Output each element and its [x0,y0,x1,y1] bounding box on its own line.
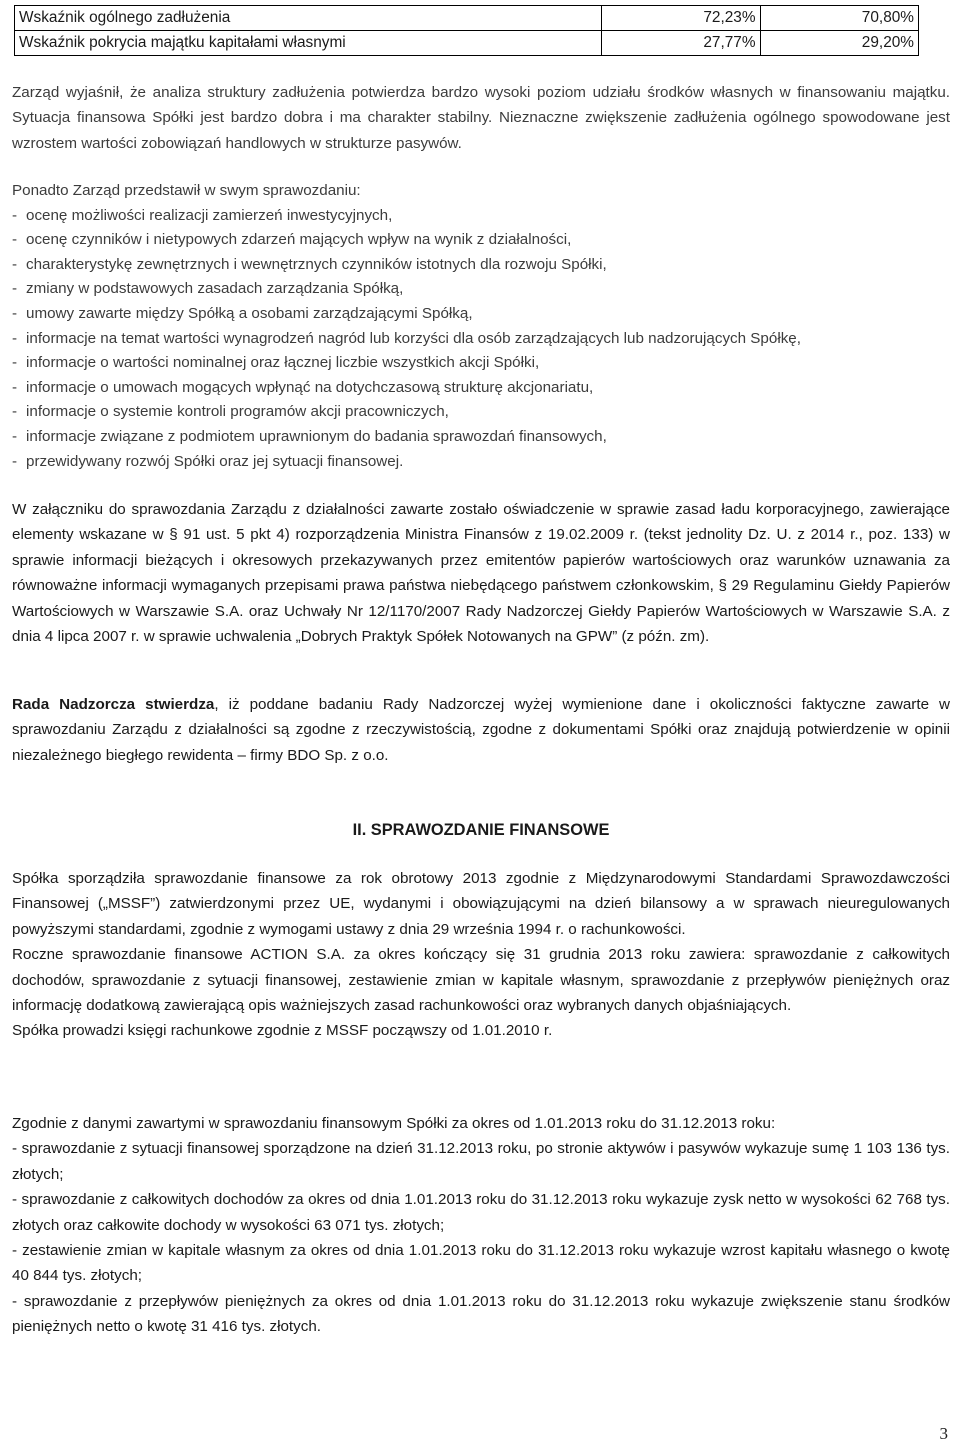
paragraph: Spółka prowadzi księgi rachunkowe zgodnie z MSSF począwszy od 1.01.2010 r. [12,1022,553,1040]
ratio-label: Wskaźnik ogólnego zadłużenia [15,6,602,31]
paragraph: Rada Nadzorcza stwierdza, iż poddane badaniu Rady Nadzorczej wyżej wymienione dane i okoliczności faktyczne zawarte w sprawozdaniu Zarządu z działalności są zgodne z rzeczywistością, zgodne z dokumentami Spółki oraz znajdują potwierdzenie w opinii niezależnego biegłego rewidenta – firmy BDO Sp. z o.o. [12,696,951,764]
ratio-value: 27,77% [602,31,760,56]
list-item: - informacje o systemie kontroli programów akcji pracowniczych, [12,403,449,421]
paragraph: Zarząd wyjaśnił, że analiza struktury zadłużenia potwierdza bardzo wysoki poziom udziału środków własnych w finansowaniu majątku. Sytuacja finansowa Spółki jest bardzo dobra i ma charakter stabilny. Nieznaczne zwiększenie zadłużenia ogólnego spowodowane jest wzrostem wartości zobowiązań handlowych w strukturze pasywów. [12,84,950,152]
list-item: - umowy zawarte między Spółką a osobami zarządzającymi Spółką, [12,304,473,322]
list-item: - sprawozdanie z całkowitych dochodów za okres od dnia 1.01.2013 roku do 31.12.2013 roku wykazuje zysk netto w wysokości 62 768 tys. złotych oraz całkowite dochody w wysokości 63 071 tys. złotych; [12,1191,950,1234]
paragraph-board-statement [12,692,950,768]
list-item: - sprawozdanie z przepływów pieniężnych za okres od dnia 1.01.2013 roku do 31.12.2013 roku wykazuje zwiększenie stanu środków pieniężnych netto o kwotę 31 416 tys. złotych. [12,1292,950,1336]
list-item: - informacje o wartości nominalnej oraz łącznej liczbie wszystkich akcji Spółki, [12,354,540,372]
list-item: - sprawozdanie z sytuacji finansowej sporządzone na dzień 31.12.2013 roku, po stronie aktywów i pasywów wykazuje sumę 1 103 136 tys. złotych; [12,1140,950,1183]
ratio-value: 29,20% [760,31,918,56]
section-heading: II. SPRAWOZDANIE FINANSOWE [352,821,610,839]
list-item: - informacje związane z podmiotem uprawnionym do badania sprawozdań finansowych, [12,427,607,445]
list-item: - ocenę czynników i nietypowych zdarzeń mających wpływ na wynik z działalności, [12,231,572,249]
paragraph: Roczne sprawozdanie finansowe ACTION S.A. za okres kończący się 31 grudnia 2013 roku zawiera: sprawozdanie z całkowitych dochodów, sprawozdanie z sytuacji finansowej, zestawienie zmian w kapitale własnym, sprawozdanie z przepływów pieniężnych oraz informację dodatkową zawierającą opis ważniejszych zasad rachunkowości oraz wybranych danych objaśniających. [12,946,950,1015]
ratios-table [14,5,919,56]
list-item: - charakterystykę zewnętrznych i wewnętrznych czynników istotnych dla rozwoju Spółki, [12,255,607,273]
table-row [15,6,919,31]
paragraph: W załączniku do sprawozdania Zarządu z działalności zawarte zostało oświadczenie w sprawie zasad ładu korporacyjnego, zawierające elementy wskazane w § 91 ust. 5 pkt 4) rozporządzenia Ministra Finansów z 19.02.2009 r. (tekst jednolity Dz. U. z 2014 r., poz. 133) w sprawie informacji bieżących i okresowych przekazywanych przez emitentów papierów wartościowych oraz warunków uznawania za równoważne informacji wymaganych przepisami prawa państwa niebędącego państwem członkowskim, § 29 Regulaminu Giełdy Papierów Wartościowych w Warszawie S.A. oraz Uchwały Nr 12/1170/2007 Rady Nadzorczej Giełdy Papierów Wartościowych w Warszawie S.A. z dnia 4 lipca 2007 r. w sprawie uchwalenia „Dobrych Praktyk Spółek Notowanych na GPW” (z późn. zm). [12,501,950,646]
list-item: - zmiany w podstawowych zasadach zarządzania Spółką, [12,280,404,298]
list-item: - przewidywany rozwój Spółki oraz jej sytuacji finansowej. [12,452,404,470]
paragraph-governance [12,497,950,649]
list-item: - informacje o umowach mogących wpłynąć na dotychczasową strukturę akcjonariatu, [12,378,594,396]
paragraph: Spółka sporządziła sprawozdanie finansowe za rok obrotowy 2013 zgodnie z Międzynarodowymi Standardami Sprawozdawczości Finansowej („MSSF”) zatwierdzonymi przez UE, wydanymi i obowiązującymi na dzień bilansowy a w sprawach nieuregulowanych powyższymi standardami, zgodnie z wymogami ustawy z dnia 29 września 1994 r. o rachunkowości. [12,870,950,938]
ratio-value: 70,80% [760,6,918,31]
ratio-value: 72,23% [602,6,760,31]
report-items-list [12,204,950,475]
management-report-list [12,179,950,474]
list-item: - zestawienie zmian w kapitale własnym za okres od dnia 1.01.2013 roku do 31.12.2013 roku wykazuje wzrost kapitału własnego o kwotę 40 844 tys. złotych; [12,1242,950,1285]
list-item: - ocenę możliwości realizacji zamierzeń inwestycyjnych, [12,206,393,224]
financial-statement-section [12,866,950,1044]
paragraph-structure [12,80,950,156]
page-number: 3 [939,1424,948,1443]
bold-phrase: Rada Nadzorcza stwierdza [12,696,215,713]
financial-data-section [12,1111,950,1340]
table-row [15,31,919,56]
list-intro: Ponadto Zarząd przedstawił w swym sprawozdaniu: [12,182,361,199]
paragraph: Zgodnie z danymi zawartymi w sprawozdaniu finansowym Spółki za okres od 1.01.2013 roku do 31.12.2013 roku: [12,1115,776,1132]
ratio-label: Wskaźnik pokrycia majątku kapitałami własnymi [15,31,602,56]
list-item: - informacje na temat wartości wynagrodzeń nagród lub korzyści dla osób zarządzających lub nadzorujących Spółkę, [12,329,801,347]
